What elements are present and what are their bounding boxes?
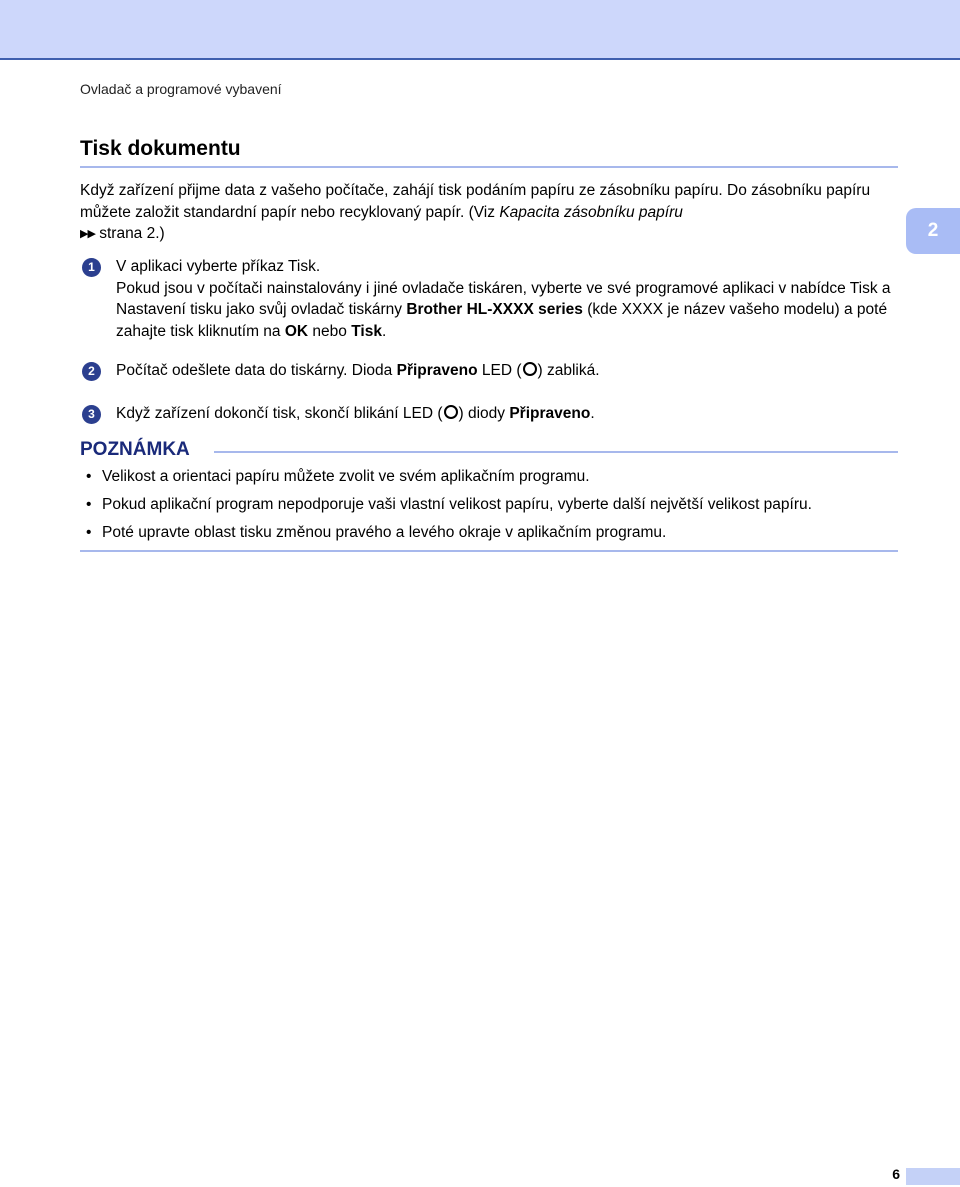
bullet-icon: • <box>86 524 92 541</box>
ready-label: Připraveno <box>396 362 478 379</box>
step-3-text-2: ) diody <box>458 405 510 422</box>
note-item-text: Poté upravte oblast tisku změnou pravého a levého okraje v aplikačním programu. <box>102 524 667 541</box>
intro-paragraph <box>80 180 900 246</box>
top-header-band <box>0 0 960 60</box>
step-3-text-3: . <box>590 405 595 422</box>
step-3-text-1: Když zařízení dokončí tisk, skončí blikání LED ( <box>116 405 443 422</box>
step-3-text <box>116 403 906 425</box>
step-1-detail-text-3: nebo <box>308 322 352 340</box>
led-icon <box>523 362 537 376</box>
step-2-text-1: Počítač odešlete data do tiskárny. Dioda <box>116 362 397 379</box>
page-number: 6 <box>892 1166 900 1182</box>
ready-label: Připraveno <box>509 405 591 422</box>
page-tab <box>906 1168 960 1185</box>
bullet-icon: • <box>86 468 92 485</box>
running-header: Ovladač a programové vybavení <box>80 81 282 97</box>
note-title: POZNÁMKA <box>80 439 190 460</box>
print-label: Tisk <box>351 322 382 340</box>
led-icon <box>444 405 458 419</box>
note-divider-bottom <box>80 550 898 552</box>
step-2-text-3: ) zabliká. <box>537 362 600 379</box>
intro-text-2: strana 2.) <box>94 225 165 242</box>
bullet-icon: • <box>86 496 92 513</box>
step-1-text: V aplikaci vyberte příkaz Tisk. <box>116 258 321 275</box>
step-2-text-2: LED ( <box>477 362 522 379</box>
list-item <box>86 522 906 544</box>
page-reference-arrows-icon: ▶▶ <box>80 228 95 240</box>
step-number-badge: 2 <box>82 362 101 381</box>
step-1-detail-text-4: . <box>381 322 387 340</box>
step-number-badge: 1 <box>82 258 101 277</box>
note-item-text: Pokud aplikační program nepodporuje vaši vlastní velikost papíru, vyberte další největší velikost papíru. <box>102 496 812 513</box>
ok-label: OK <box>284 322 309 340</box>
intro-text-1: Když zařízení přijme data z vašeho počítače, zahájí tisk podáním papíru ze zásobníku papíru. Do zásobníku papíru můžete založit standardní papír nebo recyklovaný papír. (Viz <box>80 182 871 221</box>
note-list <box>86 466 906 550</box>
cross-reference-link[interactable]: Kapacita zásobníku papíru <box>499 203 683 221</box>
note-divider-top <box>214 451 898 453</box>
list-item <box>86 494 906 516</box>
step-1-detail-text-1: Pokud jsou v počítači nainstalovány i jiné ovladače tiskáren, vyberte ve své programové aplikaci v nabídce Tisk a Nastavení tisku jako svůj ovladač tiskárny <box>116 279 891 318</box>
note-item-text: Velikost a orientaci papíru můžete zvolit ve svém aplikačním programu. <box>102 468 590 485</box>
step-2-text <box>116 360 906 382</box>
step-1-detail-text-2: (kde XXXX je název vašeho modelu) a poté zahajte tisk kliknutím na <box>116 301 888 340</box>
step-1-detail <box>116 278 906 343</box>
driver-name: Brother HL-XXXX series <box>406 301 583 318</box>
step-number-badge: 3 <box>82 405 101 424</box>
list-item <box>86 466 906 488</box>
title-divider <box>80 166 898 168</box>
chapter-tab: 2 <box>906 208 960 254</box>
section-title: Tisk dokumentu <box>80 137 241 160</box>
